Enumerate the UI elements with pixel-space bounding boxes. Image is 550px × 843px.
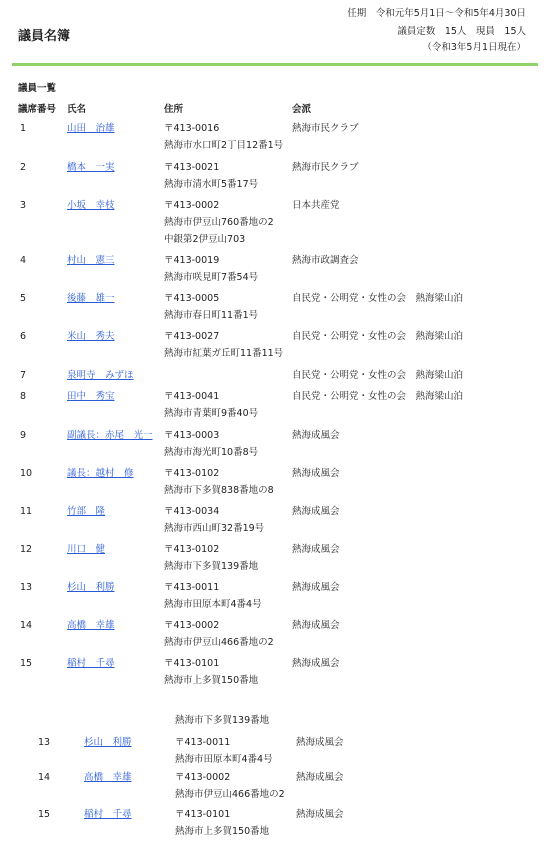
row-postal-code: 〒413-0005	[164, 293, 220, 304]
row-address-line: 熱海市上多賀150番地	[175, 826, 270, 837]
row-postal-code: 〒413-0011	[175, 737, 231, 748]
row-faction: 熱海成風会	[292, 506, 340, 517]
member-name-link[interactable]: 竹部 隆	[67, 506, 106, 517]
row-postal-code: 〒413-0102	[164, 468, 220, 479]
row-faction: 自民党・公明党・女性の会 熱海梁山泊	[292, 370, 464, 381]
member-name-link[interactable]: 高橋 幸雄	[84, 772, 132, 783]
term-text: 任期 令和元年5月1日～令和5年4月30日	[347, 8, 526, 19]
member-name-link[interactable]: 副議長：赤尾 光一	[67, 430, 153, 441]
quota-text: 議員定数 15人 現員 15人	[397, 26, 526, 37]
row-faction: 熱海成風会	[292, 430, 340, 441]
header-name: 氏名	[67, 104, 87, 115]
row-postal-code: 〒413-0027	[164, 331, 220, 342]
row-address-line: 熱海市海光町10番8号	[164, 447, 259, 458]
row-faction: 熱海成風会	[296, 737, 344, 748]
member-name-link[interactable]: 村山 憲三	[67, 255, 115, 266]
row-postal-code: 〒413-0101	[175, 809, 231, 820]
section-title: 議員一覧	[18, 83, 57, 94]
member-name-link[interactable]: 川口 健	[67, 544, 106, 555]
row-postal-code: 〒413-0011	[164, 582, 220, 593]
member-name-link[interactable]: 杉山 利勝	[84, 737, 132, 748]
row-faction: 自民党・公明党・女性の会 熱海梁山泊	[292, 331, 464, 342]
row-postal-code: 〒413-0034	[164, 506, 220, 517]
row-address-line: 熱海市春日町11番1号	[164, 310, 259, 321]
row-postal-code: 〒413-0016	[164, 123, 220, 134]
row-address-line: 熱海市咲見町7番54号	[164, 272, 259, 283]
row-address-line: 熱海市下多賀139番地	[164, 561, 259, 572]
row-seat-number: 11	[20, 506, 33, 517]
row-seat-number: 7	[20, 370, 27, 381]
member-name-link[interactable]: 橋本 一実	[67, 162, 115, 173]
row-seat-number: 15	[38, 809, 51, 820]
row-seat-number: 14	[20, 620, 33, 631]
member-name-link[interactable]: 小坂 幸枝	[67, 200, 115, 211]
row-faction: 熱海成風会	[296, 809, 344, 820]
row-postal-code: 〒413-0021	[164, 162, 220, 173]
row-faction: 日本共産党	[292, 200, 340, 211]
header-faction: 会派	[292, 104, 312, 115]
row-faction: 熱海成風会	[292, 544, 340, 555]
row-faction: 熱海市民クラブ	[292, 123, 359, 134]
row-postal-code: 〒413-0002	[164, 620, 220, 631]
row-address-line: 熱海市上多賀150番地	[164, 675, 259, 686]
row-postal-code: 〒413-0101	[164, 658, 220, 669]
row-seat-number: 4	[20, 255, 27, 266]
row-faction: 自民党・公明党・女性の会 熱海梁山泊	[292, 391, 464, 402]
row-faction: 熱海成風会	[292, 658, 340, 669]
row-faction: 熱海成風会	[292, 468, 340, 479]
stray-address-line: 熱海市下多賀139番地	[175, 715, 270, 726]
member-name-link[interactable]: 杉山 利勝	[67, 582, 115, 593]
row-address-line: 熱海市伊豆山760番地の2	[164, 217, 274, 228]
as-of-text: （令和3年5月1日現在）	[422, 42, 526, 53]
row-postal-code: 〒413-0019	[164, 255, 220, 266]
row-seat-number: 12	[20, 544, 33, 555]
row-seat-number: 1	[20, 123, 27, 134]
row-seat-number: 8	[20, 391, 27, 402]
row-postal-code: 〒413-0002	[175, 772, 231, 783]
row-address-line: 熱海市紅葉ガ丘町11番11号	[164, 348, 284, 359]
row-seat-number: 6	[20, 331, 27, 342]
row-faction: 熱海成風会	[292, 582, 340, 593]
row-faction: 熱海市政調査会	[292, 255, 359, 266]
row-seat-number: 5	[20, 293, 27, 304]
row-address-line: 熱海市田原本町4番4号	[175, 754, 273, 765]
row-faction: 熱海成風会	[292, 620, 340, 631]
row-address-line: 熱海市西山町32番19号	[164, 523, 265, 534]
row-seat-number: 15	[20, 658, 33, 669]
row-seat-number: 10	[20, 468, 33, 479]
row-address-line: 熱海市清水町5番17号	[164, 179, 259, 190]
member-name-link[interactable]: 後藤 雄一	[67, 293, 115, 304]
row-address-line: 熱海市水口町2丁目12番1号	[164, 140, 284, 151]
member-name-link[interactable]: 泉明寺 みずほ	[67, 370, 134, 381]
row-seat-number: 14	[38, 772, 51, 783]
row-postal-code: 〒413-0041	[164, 391, 220, 402]
member-name-link[interactable]: 米山 秀夫	[67, 331, 115, 342]
row-address-line: 熱海市青葉町9番40号	[164, 408, 259, 419]
row-address-line: 熱海市伊豆山466番地の2	[175, 789, 285, 800]
header-divider	[12, 63, 538, 66]
row-seat-number: 2	[20, 162, 27, 173]
member-name-link[interactable]: 山田 治雄	[67, 123, 115, 134]
row-seat-number: 13	[38, 737, 51, 748]
member-name-link[interactable]: 稲村 千尋	[67, 658, 115, 669]
header-seat: 議席番号	[18, 104, 57, 115]
row-address-line: 熱海市下多賀838番地の8	[164, 485, 274, 496]
row-seat-number: 3	[20, 200, 27, 211]
member-name-link[interactable]: 議長：越村 修	[67, 468, 134, 479]
row-postal-code: 〒413-0002	[164, 200, 220, 211]
row-faction: 熱海成風会	[296, 772, 344, 783]
row-faction: 熱海市民クラブ	[292, 162, 359, 173]
row-seat-number: 13	[20, 582, 33, 593]
member-name-link[interactable]: 高橋 幸雄	[67, 620, 115, 631]
row-faction: 自民党・公明党・女性の会 熱海梁山泊	[292, 293, 464, 304]
row-seat-number: 9	[20, 430, 27, 441]
page-title: 議員名簿	[18, 29, 71, 44]
row-address-line: 中銀第2伊豆山703	[164, 234, 246, 245]
row-postal-code: 〒413-0003	[164, 430, 220, 441]
member-name-link[interactable]: 田中 秀宝	[67, 391, 115, 402]
row-address-line: 熱海市伊豆山466番地の2	[164, 637, 274, 648]
member-name-link[interactable]: 稲村 千尋	[84, 809, 132, 820]
row-address-line: 熱海市田原本町4番4号	[164, 599, 262, 610]
header-address: 住所	[164, 104, 184, 115]
row-postal-code: 〒413-0102	[164, 544, 220, 555]
